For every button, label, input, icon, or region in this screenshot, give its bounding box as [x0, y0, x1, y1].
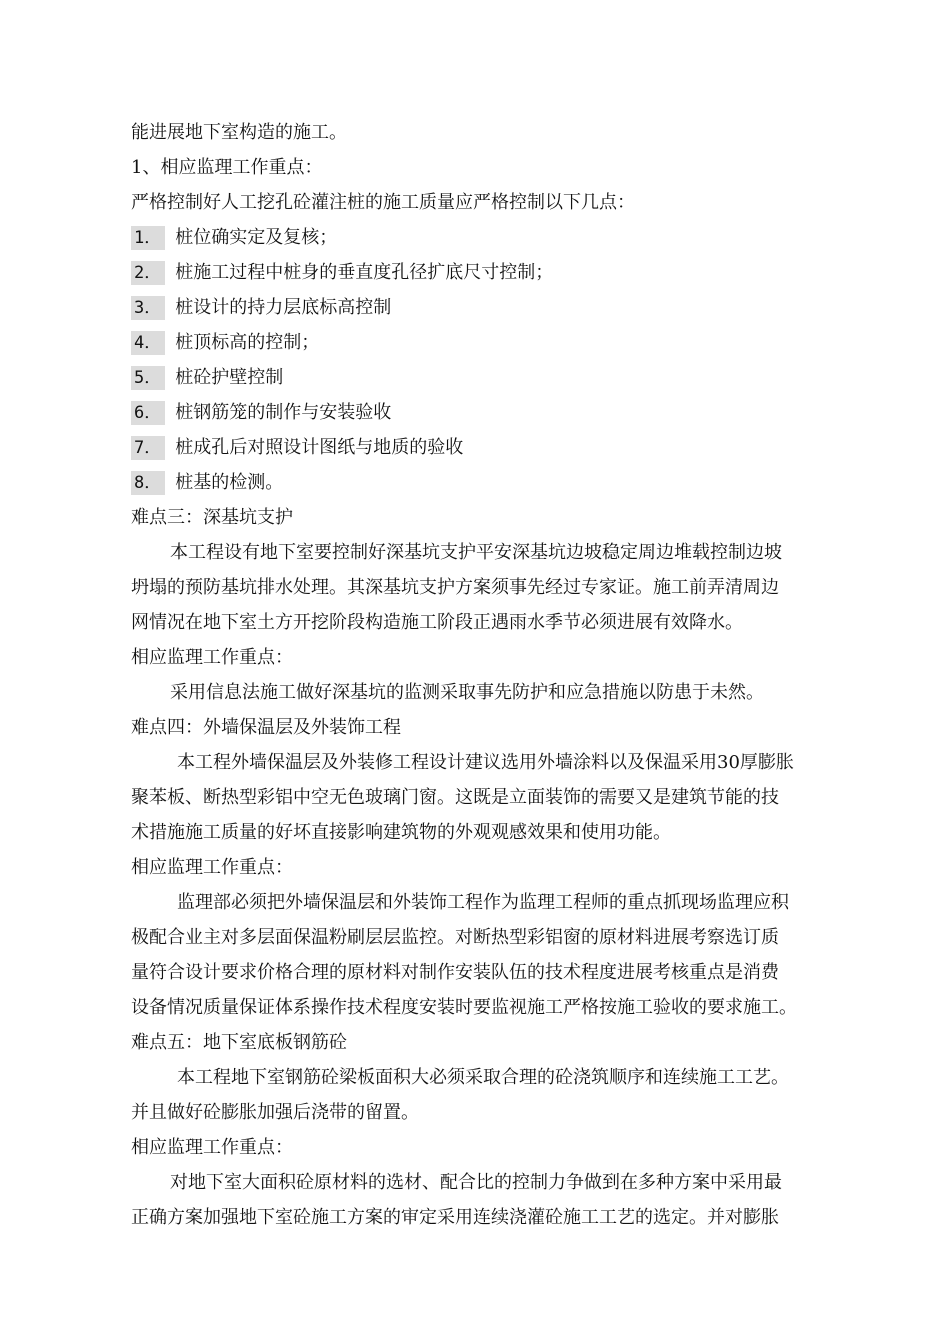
paragraph-line: 量符合设计要求价格合理的原材料对制作安装队伍的技术程度进展考核重点是消费	[131, 962, 779, 983]
list-text: 桩成孔后对照设计图纸与地质的验收	[175, 437, 464, 458]
paragraph-line: 正确方案加强地下室砼施工方案的审定采用连续浇灌砼施工工艺的选定。并对膨胀	[131, 1207, 779, 1228]
paragraph-line: 坍塌的预防基坑排水处理。其深基坑支护方案须事先经过专家证。施工前弄清周边	[131, 577, 779, 598]
list-number: 8．	[131, 471, 165, 495]
text-line: 能进展地下室构造的施工。	[131, 122, 347, 143]
paragraph-line: 监理部必须把外墙保温层和外装饰工程作为监理工程师的重点抓现场监理应积	[177, 892, 789, 913]
paragraph-line: 本工程地下室钢筋砼梁板面积大必须采取合理的砼浇筑顺序和连续施工工艺。	[177, 1067, 789, 1088]
text-line: 严格控制好人工挖孔砼灌注桩的施工质量应严格控制以下几点：	[131, 192, 635, 213]
paragraph-line: 并且做好砼膨胀加强后浇带的留置。	[131, 1102, 419, 1123]
paragraph-line: 本工程外墙保温层及外装修工程设计建议选用外墙涂料以及保温采用30厚膨胀	[177, 752, 794, 773]
list-text: 桩砼护壁控制	[175, 367, 284, 388]
section-heading: 难点五：地下室底板钢筋砼	[131, 1032, 347, 1053]
list-number: 2．	[131, 261, 165, 285]
list-text: 桩基的检测。	[175, 472, 284, 493]
paragraph-line: 极配合业主对多层面保温粉刷层层监控。对断热型彩铝窗的原材料进展考察选订质	[131, 927, 779, 948]
list-number: 5．	[131, 366, 165, 390]
list-text: 桩顶标高的控制；	[175, 332, 320, 353]
paragraph-line: 采用信息法施工做好深基坑的监测采取事先防护和应急措施以防患于未然。	[170, 682, 764, 703]
section-heading: 难点三：深基坑支护	[131, 507, 293, 528]
list-item	[131, 296, 831, 320]
section-heading: 难点四：外墙保温层及外装饰工程	[131, 717, 401, 738]
section-heading: 1、相应监理工作重点：	[131, 157, 323, 178]
list-item	[131, 331, 831, 355]
list-item	[131, 226, 831, 250]
list-number: 6．	[131, 401, 165, 425]
paragraph-line: 对地下室大面积砼原材料的选材、配合比的控制力争做到在多种方案中采用最	[170, 1172, 782, 1193]
section-heading: 相应监理工作重点：	[131, 1137, 293, 1158]
paragraph-line: 本工程设有地下室要控制好深基坑支护平安深基坑边坡稳定周边堆载控制边坡	[170, 542, 782, 563]
paragraph-line: 网情况在地下室土方开挖阶段构造施工阶段正遇雨水季节必须进展有效降水。	[131, 612, 743, 633]
list-item	[131, 401, 831, 425]
list-text: 桩位确实定及复核；	[175, 227, 338, 248]
paragraph-line: 术措施施工质量的好坏直接影响建筑物的外观观感效果和使用功能。	[131, 822, 671, 843]
paragraph-line: 聚苯板、断热型彩铝中空无色玻璃门窗。这既是立面装饰的需要又是建筑节能的技	[131, 787, 779, 808]
section-heading: 相应监理工作重点：	[131, 647, 293, 668]
paragraph-line: 设备情况质量保证体系操作技术程度安装时要监视施工严格按施工验收的要求施工。	[131, 997, 797, 1018]
list-number: 1．	[131, 226, 165, 250]
list-text: 桩施工过程中桩身的垂直度孔径扩底尺寸控制；	[175, 262, 554, 283]
list-text: 桩设计的持力层底标高控制	[175, 297, 392, 318]
list-number: 7．	[131, 436, 165, 460]
list-item	[131, 471, 831, 495]
section-heading: 相应监理工作重点：	[131, 857, 293, 878]
list-number: 3．	[131, 296, 165, 320]
list-item	[131, 436, 831, 460]
list-number: 4．	[131, 331, 165, 355]
list-text: 桩钢筋笼的制作与安装验收	[175, 402, 392, 423]
list-item	[131, 366, 831, 390]
list-item	[131, 261, 831, 285]
